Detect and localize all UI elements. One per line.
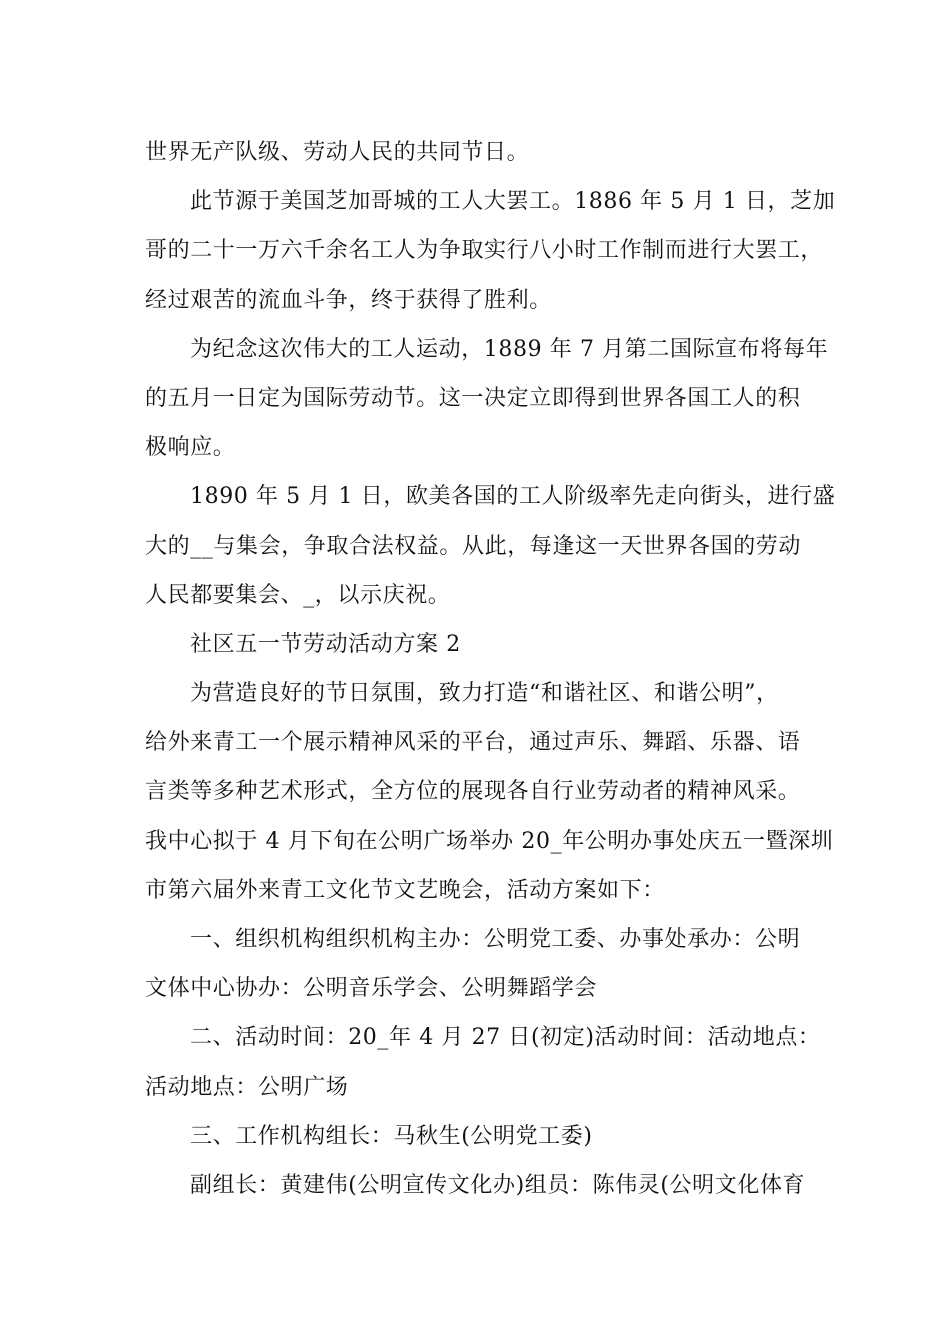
paragraph-first-line: 三、工作机构组长：马秋生(公明党工委) <box>190 1123 593 1149</box>
text-line: 世界无产队级、劳动人民的共同节日。 <box>145 140 530 165</box>
paragraph-first-line: 二、活动时间：20_年 4 月 27 日(初定)活动时间：活动地点： <box>190 1025 821 1051</box>
text-line: 的五月一日定为国际劳动节。这一决定立即得到世界各国工人的积 <box>145 385 801 411</box>
paragraph-first-line: 副组长：黄建伟(公明宣传文化办)组员：陈伟灵(公明文化体育 <box>190 1172 806 1198</box>
document-body <box>145 128 836 1210</box>
text-line: 给外来青工一个展示精神风采的平台，通过声乐、舞蹈、乐器、语 <box>145 730 801 756</box>
paragraph-first-line: 此节源于美国芝加哥城的工人大罢工。1886 年 5 月 1 日，芝加 <box>190 189 836 215</box>
text-line: 极响应。 <box>145 435 236 461</box>
section-heading: 社区五一节劳动活动方案 2 <box>190 631 461 657</box>
paragraph-first-line: 1890 年 5 月 1 日，欧美各国的工人阶级率先走向街头，进行盛 <box>190 484 836 510</box>
text-line: 哥的二十一万六千余名工人为争取实行八小时工作制而进行大罢工， <box>145 238 824 264</box>
text-line: 言类等多种艺术形式，全方位的展现各自行业劳动者的精神风采。 <box>145 779 801 805</box>
text-line: 大的__与集会，争取合法权益。从此，每逢这一天世界各国的劳动 <box>145 533 802 559</box>
text-line: 人民都要集会、_，以示庆祝。 <box>145 582 451 608</box>
text-line: 我中心拟于 4 月下旬在公明广场举办 20_年公明办事处庆五一暨深圳 <box>145 828 834 854</box>
text-line: 市第六届外来青工文化节文艺晚会，活动方案如下： <box>145 877 665 903</box>
text-line: 活动地点：公明广场 <box>145 1074 349 1100</box>
paragraph-first-line: 为营造良好的节日氛围，致力打造“和谐社区、和谐公明”， <box>190 681 779 707</box>
text-line: 经过艰苦的流血斗争，终于获得了胜利。 <box>145 287 552 313</box>
paragraph-first-line: 为纪念这次伟大的工人运动，1889 年 7 月第二国际宣布将每年 <box>190 336 829 362</box>
text-line: 文体中心协办：公明音乐学会、公明舞蹈学会 <box>145 976 598 1002</box>
paragraph-first-line: 一、组织机构组织机构主办：公明党工委、办事处承办：公明 <box>190 927 801 952</box>
